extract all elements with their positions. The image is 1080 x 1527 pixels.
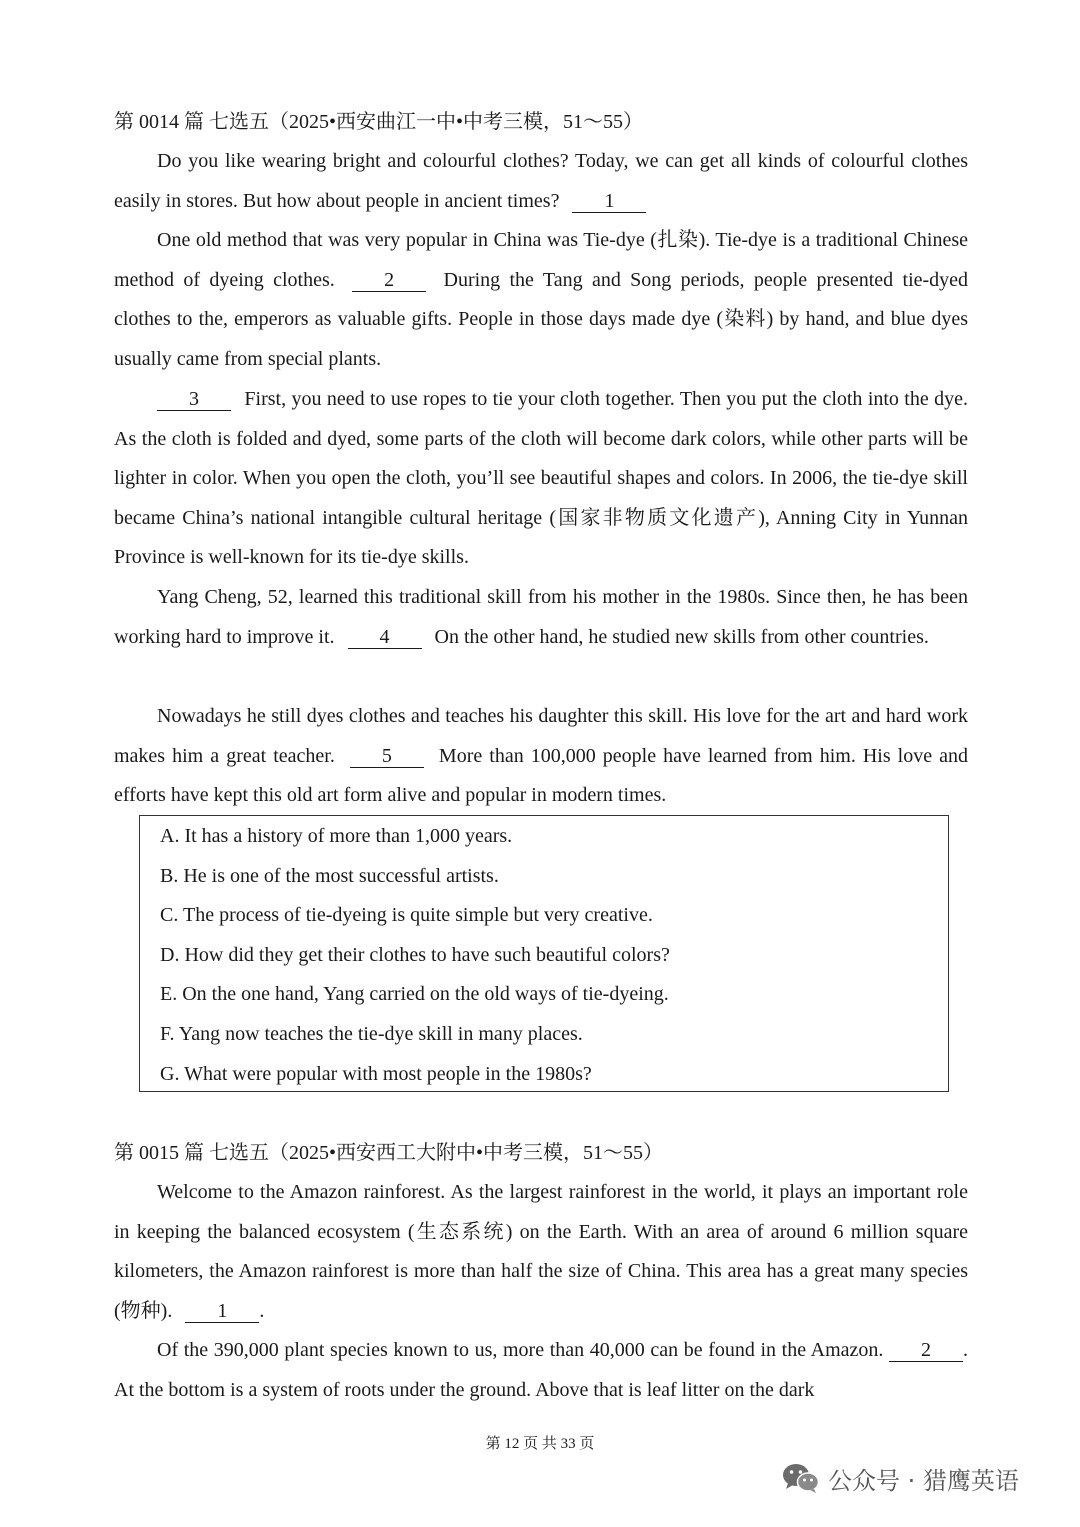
passage-0014-paragraph-2 (114, 221, 968, 379)
option-a[interactable]: A. It has a history of more than 1,000 years. (160, 825, 513, 847)
answer-blank-5[interactable]: 5 (350, 745, 424, 768)
passage-0014-paragraph-1 (114, 142, 968, 221)
option-f[interactable]: F. Yang now teaches the tie-dye skill in many places. (160, 1023, 583, 1045)
answer-blank-2[interactable]: 2 (889, 1339, 963, 1362)
options-box (139, 815, 949, 1092)
answer-blank-1[interactable]: 1 (185, 1300, 259, 1323)
paragraph-text: Yang Cheng, 52, learned this traditional skill from his mother in the 1980s. Since then, he has been working hard to improve it. (114, 586, 968, 648)
answer-blank-2[interactable]: 2 (352, 269, 426, 292)
option-b[interactable]: B. He is one of the most successful artists. (160, 865, 499, 887)
passage-0014-heading: 第 0014 篇 七选五（2025•西安曲江一中•中考三模，51～55） (114, 111, 644, 133)
paragraph-text: Welcome to the Amazon rainforest. As the largest rainforest in the world, it plays an important role in keeping the balanced ecosystem (生态系统) on the Earth. With an area of around 6 million square kilometers, the Amazon rainforest is more than half the size of China. This area has a great many species (物种). (114, 1181, 968, 1322)
answer-blank-1[interactable]: 1 (572, 190, 646, 213)
passage-0014-paragraph-5 (114, 697, 968, 816)
paragraph-text: One old method that was very popular in China was Tie-dye (扎染). Tie-dye is a traditional Chinese method of dyeing clothes. (114, 229, 968, 291)
paragraph-text: More than 100,000 people have learned from him. His love and efforts have kept this old art form alive and popular in modern times. (114, 744, 969, 807)
paragraph-text: Do you like wearing bright and colourful clothes? Today, we can get all kinds of colourful clothes easily in stores. But how about people in ancient times? (114, 150, 968, 212)
option-g[interactable]: G. What were popular with most people in the 1980s? (160, 1063, 592, 1085)
paragraph-text: Of the 390,000 plant species known to us, more than 40,000 can be found in the Amazon. (157, 1339, 884, 1361)
wechat-icon (782, 1462, 820, 1494)
passage-0014-paragraph-4 (114, 578, 968, 657)
watermark-text: 公众号 · 猎鹰英语 (828, 1466, 1019, 1495)
passage-0015-heading: 第 0015 篇 七选五（2025•西安西工大附中•中考三模，51～55） (114, 1142, 664, 1164)
answer-blank-3[interactable]: 3 (157, 388, 231, 411)
paragraph-text: On the other hand, he studied new skills from other countries. (434, 625, 929, 648)
option-d[interactable]: D. How did they get their clothes to have such beautiful colors? (160, 944, 670, 966)
passage-0015-paragraph-1 (114, 1173, 968, 1331)
option-c[interactable]: C. The process of tie-dyeing is quite simple but very creative. (160, 904, 653, 926)
passage-0015-paragraph-2 (114, 1331, 968, 1410)
page-footer: 第 12 页 共 33 页 (485, 1436, 595, 1452)
option-e[interactable]: E. On the one hand, Yang carried on the old ways of tie-dyeing. (160, 983, 669, 1005)
watermark (782, 1460, 1019, 1496)
answer-blank-4[interactable]: 4 (348, 626, 422, 649)
paragraph-text: . (259, 1299, 265, 1322)
paragraph-text: First, you need to use ropes to tie your cloth together. Then you put the cloth into the dye. As the cloth is folded and dyed, some parts of the cloth will become dark colors, while other parts will be lighter in color. When you open the cloth, you’ll see beautiful shapes and colors. In 2006, the tie-dye skill became China’s national intangible cultural heritage (国家非物质文化遗产), Anning City in Yunnan Province is well-known for its tie-dye skills. (114, 388, 969, 569)
paragraph-text: . At the bottom is a system of roots under the ground. Above that is leaf litter on the dark (114, 1339, 969, 1401)
paragraph-text: During the Tang and Song periods, people presented tie-dyed clothes to the, emperors as valuable gifts. People in those days made dye (染料) by hand, and blue dyes usually came from special plants. (114, 268, 969, 370)
paragraph-text: Nowadays he still dyes clothes and teaches his daughter this skill. His love for the art and hard work makes him a great teacher. (114, 705, 968, 767)
passage-0014-paragraph-3 (114, 380, 968, 578)
